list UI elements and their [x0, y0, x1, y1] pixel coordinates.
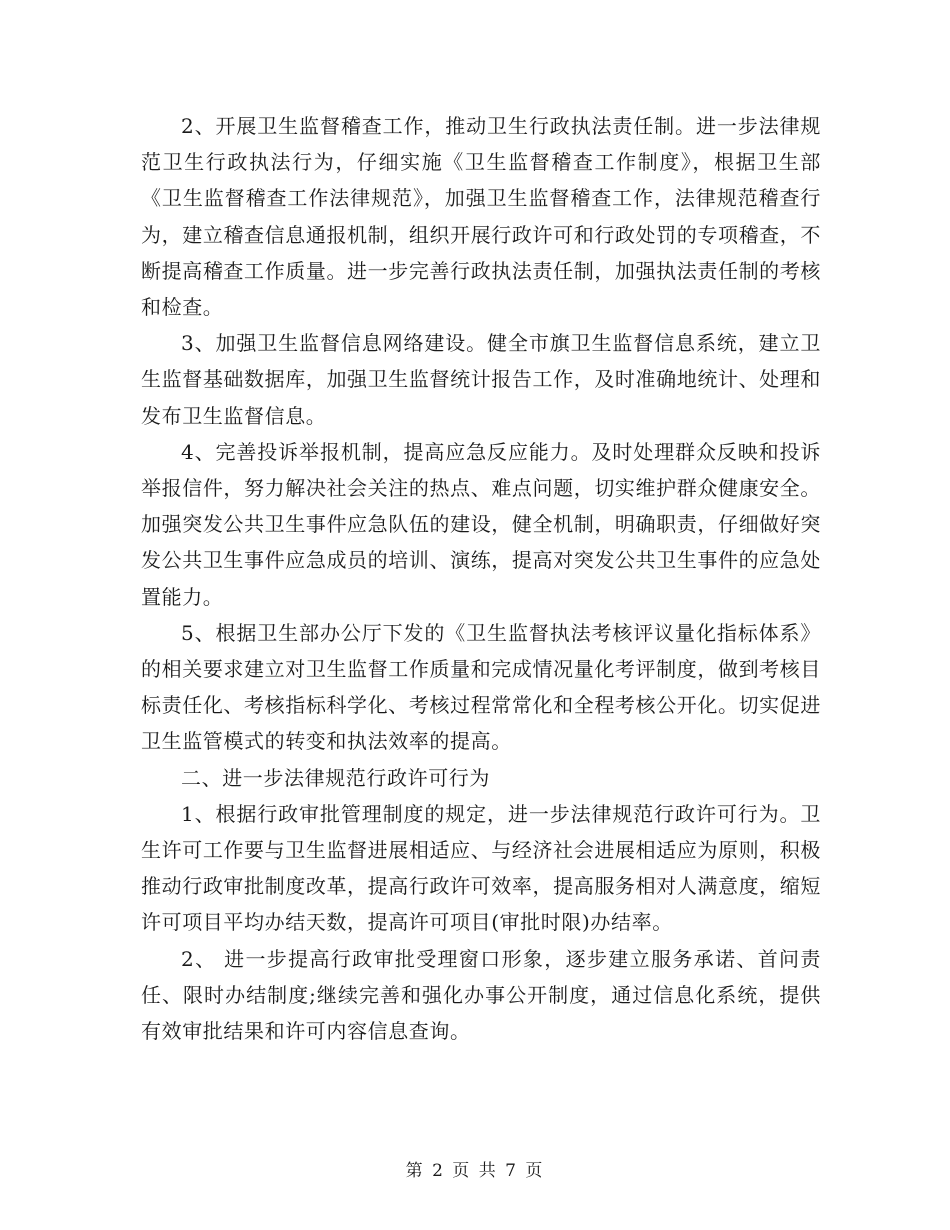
paragraph-information-network: 3、加强卫生监督信息网络建设。健全市旗卫生监督信息系统，建立卫生监督基础数据库，加强卫生监督统计报告工作，及时准确地统计、处理和发布卫生监督信息。: [141, 331, 821, 428]
paragraph-approval-window: 2、 进一步提高行政审批受理窗口形象，逐步建立服务承诺、首问责任、限时办结制度;继续完善和强化办事公开制度，通过信息化系统，提供有效审批结果和许可内容信息查询。: [141, 946, 821, 1044]
paragraph-supervision-inspection: 2、开展卫生监督稽查工作，推动卫生行政执法责任制。进一步法律规范卫生行政执法行为，仔细实施《卫生监督稽查工作制度》，根据卫生部《卫生监督稽查工作法律规范》，加强卫生监督稽查工作，法律规范稽查行为，建立稽查信息通报机制，组织开展行政许可和行政处罚的专项稽查，不断提高稽查工作质量。进一步完善行政执法责任制，加强执法责任制的考核和检查。: [141, 114, 821, 320]
document-body: [141, 108, 821, 1049]
paragraph-licensing-rules: 1、根据行政审批管理制度的规定，进一步法律规范行政许可行为。卫生许可工作要与卫生监督进展相适应、与经济社会进展相适应为原则，积极推动行政审批制度改革，提高行政许可效率，提高服务相对人满意度，缩短许可项目平均办结天数，提高许可项目(审批时限)办结率。: [141, 801, 821, 935]
section-heading-administrative-licensing: 二、进一步法律规范行政许可行为: [181, 765, 490, 790]
paragraph-assessment-system: 5、根据卫生部办公厅下发的《卫生监督执法考核评议量化指标体系》的相关要求建立对卫生监督工作质量和完成情况量化考评制度，做到考核目标责任化、考核指标科学化、考核过程常常化和全程考核公开化。切实促进卫生监管模式的转变和执法效率的提高。: [141, 620, 821, 754]
paragraph-complaint-mechanism: 4、完善投诉举报机制，提高应急反应能力。及时处理群众反映和投诉举报信件，努力解决社会关注的热点、难点问题，切实维护群众健康安全。加强突发公共卫生事件应急队伍的建设，健全机制，明确职责，仔细做好突发公共卫生事件应急成员的培训、演练，提高对突发公共卫生事件的应急处置能力。: [141, 439, 821, 609]
page-number-footer: 第 2 页 共 7 页: [405, 1161, 545, 1181]
